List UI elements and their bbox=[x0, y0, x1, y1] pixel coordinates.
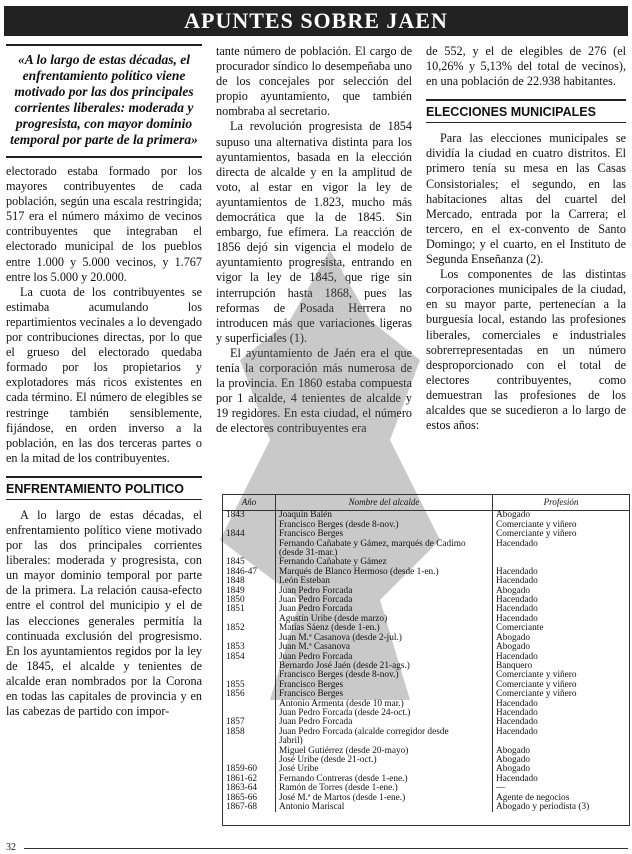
cell-mayor-name: Matías Sáenz (desde 1-en.) bbox=[276, 624, 493, 633]
cell-mayor-name: Francisco Berges bbox=[276, 681, 493, 690]
cell-profession: Hacendado bbox=[496, 717, 538, 728]
cell-year bbox=[223, 540, 276, 559]
cell-mayor-name: Juan Pedro Forcada bbox=[276, 605, 493, 614]
cell-mayor-name: Miguel Gutiérrez (desde 20-mayo) bbox=[276, 747, 493, 756]
cell-mayor-name: José M.ª de Martos (desde 1-ene.) bbox=[276, 794, 493, 803]
cell-mayor-name: Juan Pedro Forcada bbox=[276, 718, 493, 727]
cell-year: 1844 bbox=[223, 530, 276, 539]
cell-mayor-name: Fernando Cañabate y Gámez bbox=[276, 558, 493, 567]
cell-year: 1854 bbox=[223, 653, 276, 662]
cell-profession: Comerciante y viñero bbox=[496, 689, 577, 700]
footer-rule bbox=[24, 848, 628, 849]
cell-profession: Banquero bbox=[496, 660, 533, 671]
cell-mayor-name: Fernando Contreras (desde 1-ene.) bbox=[276, 775, 493, 784]
cell-profession: Hacendado bbox=[496, 576, 538, 587]
table-header-name: Nombre del alcalde bbox=[276, 495, 493, 511]
cell-year: 1861-62 bbox=[223, 775, 276, 784]
cell-year bbox=[223, 700, 276, 709]
cell-mayor-name: José Uribe (desde 21-oct.) bbox=[276, 756, 493, 765]
section-heading: ELECCIONES MUNICIPALES bbox=[426, 99, 626, 123]
cell-profession: — bbox=[496, 783, 506, 794]
cell-mayor-name: Juan Pedro Forcada bbox=[276, 596, 493, 605]
table-row bbox=[223, 540, 629, 559]
cell-profession: Hacendado bbox=[496, 726, 538, 737]
cell-mayor-name: Francisco Berges bbox=[276, 690, 493, 699]
paragraph: Para las elecciones municipales se dividía la ciudad en cuatro distritos. El primero tenía su mesa en las Casas Consistoriales; el segundo, en las habitaciones altas del cuartel del Mercado, entrada por la Carrera; el tercero, en el ex-convento de Santo Domingo; y el cuarto, en el Instituto de Segunda Enseñanza (2). bbox=[426, 131, 626, 267]
cell-mayor-name: Antonio Armenta (desde 10 mar.) bbox=[276, 700, 493, 709]
cell-year: 1851 bbox=[223, 605, 276, 614]
mayors-table bbox=[222, 494, 630, 826]
table-header-year: Año bbox=[223, 495, 276, 511]
table-row bbox=[223, 803, 629, 812]
cell-mayor-name: Francisco Berges (desde 8-nov.) bbox=[276, 671, 493, 680]
cell-mayor-name: Francisco Berges (desde 8-nov.) bbox=[276, 521, 493, 530]
cell-year bbox=[223, 737, 276, 746]
cell-profession: Hacendado bbox=[496, 595, 538, 606]
cell-mayor-name: Fernando Cañabate y Gámez, marqués de Cadimo (desde 31-mar.) bbox=[276, 540, 493, 559]
cell-profession: Hacendado bbox=[496, 566, 538, 577]
cell-profession: Comerciante y viñero bbox=[496, 670, 577, 681]
cell-year: 1848 bbox=[223, 577, 276, 586]
cell-year: 1857 bbox=[223, 718, 276, 727]
paragraph: La revolución progresista de 1854 supuso una alternativa distinta para los ayuntamientos, basada en la elección directa de alcalde y en la amplitud de voto, al estar en vigor la ley de ayuntamientos de 1.823, mucho más democrática que la de 1845. Sin embargo, fue efímera. La reacción de 1856 dejó sin vigencia el modelo de ayuntamiento progresista, entrando en vigor la ley de 1845, que rige sin interrupción hasta 1868, pues las reformas de Posada Herrera no introducen más que variaciones ligeras y superficiales (1). bbox=[216, 119, 412, 345]
table-header-profession: Profesión bbox=[493, 495, 630, 511]
paragraph: de 552, y el de elegibles de 276 (el 10,26% y 5,13% del total de vecinos), en una población de 22.938 habitantes. bbox=[426, 44, 626, 89]
section-heading: ENFRENTAMIENTO POLITICO bbox=[6, 476, 202, 500]
cell-profession: Hacendado bbox=[496, 698, 538, 709]
cell-year bbox=[223, 662, 276, 671]
cell-mayor-name: Juan Pedro Forcada (desde 24-oct.) bbox=[276, 709, 493, 718]
cell-profession: Comerciante y viñero bbox=[496, 519, 577, 530]
cell-year: 1863-64 bbox=[223, 784, 276, 793]
cell-profession: Abogado bbox=[496, 642, 531, 653]
column-2 bbox=[216, 44, 412, 436]
page-banner-title: APUNTES SOBRE JAEN bbox=[4, 6, 628, 36]
cell-profession: Abogado bbox=[496, 632, 531, 643]
cell-year: 1849 bbox=[223, 587, 276, 596]
cell-year: 1853 bbox=[223, 643, 276, 652]
cell-mayor-name: Antonio Mariscal bbox=[276, 803, 493, 812]
cell-profession: Hacendado bbox=[496, 538, 538, 549]
column-3 bbox=[426, 44, 626, 433]
cell-mayor-name: Bernardo José Jaén (desde 21-ags.) bbox=[276, 662, 493, 671]
cell-mayor-name: Francisco Berges bbox=[276, 530, 493, 539]
cell-year: 1846-47 bbox=[223, 568, 276, 577]
cell-mayor-name: Ramón de Torres (desde 1-ene.) bbox=[276, 784, 493, 793]
cell-year bbox=[223, 747, 276, 756]
cell-year: 1867-68 bbox=[223, 803, 276, 812]
cell-profession: Agente de negocios bbox=[496, 792, 570, 803]
cell-mayor-name: Juan Pedro Forcada bbox=[276, 587, 493, 596]
cell-profession: Hacendado bbox=[496, 651, 538, 662]
cell-year: 1856 bbox=[223, 690, 276, 699]
cell-mayor-name: Agustín Uribe (desde marzo) bbox=[276, 615, 493, 624]
cell-profession: Hacendado bbox=[496, 604, 538, 615]
paragraph: Los componentes de las distintas corporaciones municipales de la ciudad, en su mayor parte, pertenecían a la burguesía local, estando las profesiones liberales, comerciales e industriales sobrerrepresentadas en un número desproporcionado con el total de electores contribuyentes, como demuestran las profesiones de los alcaldes que se sucedieron a lo largo de estos años: bbox=[426, 267, 626, 433]
cell-year: 1859-60 bbox=[223, 765, 276, 774]
paragraph: electorado estaba formado por los mayores contribuyentes de cada población, según una escala restringida; 517 era el número máximo de vecinos contribuyentes que integraban el electorado municipal de los pueblos entre 1.000 y 5.000 vecinos, y 1.767 entre los 5.000 y 20.000. bbox=[6, 164, 202, 284]
page-number: 32 bbox=[6, 842, 16, 853]
cell-mayor-name: Jabril) bbox=[276, 737, 493, 746]
cell-mayor-name: Joaquín Balén bbox=[276, 511, 493, 521]
cell-profession: Comerciante y viñero bbox=[496, 529, 577, 540]
cell-profession: Abogado y periodista (3) bbox=[496, 802, 590, 812]
cell-mayor-name: José Uribe bbox=[276, 765, 493, 774]
cell-mayor-name: Juan Pedro Forcada bbox=[276, 653, 493, 662]
table-body bbox=[223, 511, 629, 813]
cell-profession: Abogado bbox=[496, 754, 531, 765]
paragraph: tante número de población. El cargo de procurador síndico lo desempeñaba uno de los concejales por selección del propio ayuntamiento, que también nombraba al secretario. bbox=[216, 44, 412, 119]
pull-quote: «A lo largo de estas décadas, el enfrentamiento político viene motivado por las dos principales corrientes liberales: moderada y progresista, con mayor dominio temporal por parte de la primera» bbox=[6, 44, 202, 158]
cell-profession: Comerciante y viñero bbox=[496, 679, 577, 690]
cell-profession: Comerciante bbox=[496, 623, 544, 634]
cell-mayor-name: Juan Pedro Forcada (alcalde corregidor desde bbox=[276, 728, 493, 737]
paragraph: La cuota de los contribuyentes se estimaba acumulando los repartimientos vecinales a lo devengado por contribuciones directas, por lo que el grueso del electorado quedaba formado por los propietarios y explotadores más ricos existentes en cada término. El número de elegibles se restringe también sensiblemente, fijándose, en orden inverso a la población, en las dos terceras partes o en la mitad de los contribuyentes. bbox=[6, 284, 202, 465]
cell-mayor-name: Juan M.ª Casanova bbox=[276, 643, 493, 652]
cell-mayor-name: Marqués de Blanco Hermoso (desde 1-en.) bbox=[276, 568, 493, 577]
paragraph: A lo largo de estas décadas, el enfrentamiento político viene motivado por las dos principales corrientes liberales: moderada y progresista, con un mayor dominio temporal por parte de la primera. La relación causa-efecto entre el control del municipio y el de las elecciones generales permitía la continuada exclusión del progresismo. En los ayuntamientos regidos por la ley de 1845, el alcalde y tenientes de alcalde eran nombrados por la Corona en todas las capitales de provincia y en las cabezas de partido con impor- bbox=[6, 507, 202, 719]
cell-year: 1845 bbox=[223, 558, 276, 567]
cell-profession: Abogado bbox=[496, 745, 531, 756]
cell-profession: Hacendado bbox=[496, 773, 538, 784]
cell-profession: Abogado bbox=[496, 585, 531, 596]
column-1 bbox=[6, 44, 202, 719]
cell-year: 1850 bbox=[223, 596, 276, 605]
cell-profession: Abogado bbox=[496, 510, 531, 521]
paragraph: El ayuntamiento de Jaén era el que tenía la corporación más numerosa de la provincia. En 1860 estaba compuesta por 1 alcalde, 4 tenientes de alcalde y 19 regidores. En esta ciudad, el número de electores contribuyentes era bbox=[216, 345, 412, 436]
cell-mayor-name: León Esteban bbox=[276, 577, 493, 586]
cell-year: 1865-66 bbox=[223, 794, 276, 803]
cell-mayor-name: Juan M.ª Casanova (desde 2-jul.) bbox=[276, 634, 493, 643]
cell-year: 1843 bbox=[223, 511, 276, 521]
cell-year: 1855 bbox=[223, 681, 276, 690]
cell-profession: Hacendado bbox=[496, 613, 538, 624]
cell-year: 1852 bbox=[223, 624, 276, 633]
cell-year: 1858 bbox=[223, 728, 276, 737]
cell-profession: Abogado bbox=[496, 764, 531, 775]
cell-profession: Hacendado bbox=[496, 707, 538, 718]
